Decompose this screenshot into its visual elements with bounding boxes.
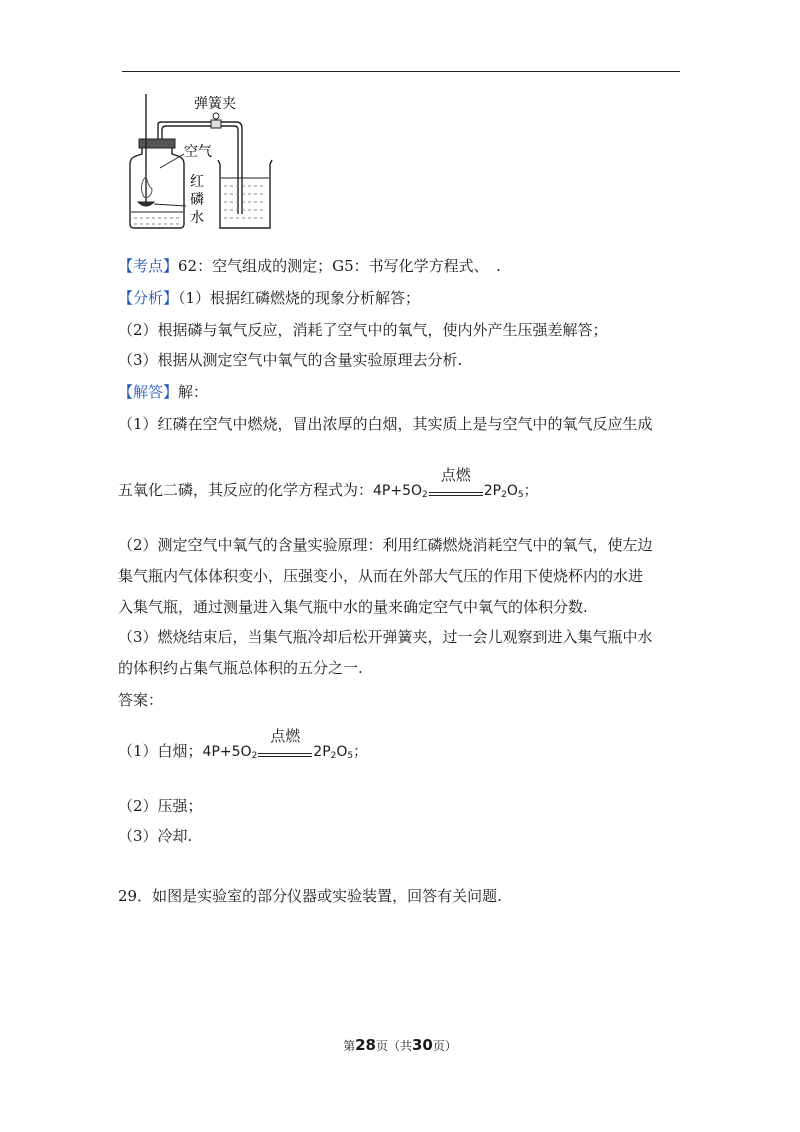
fenxi-line-1 <box>118 288 420 308</box>
kaodian-text: 62：空气组成的测定；G5：书写化学方程式、 . <box>178 257 501 275</box>
answer-reaction-condition: 点燃 <box>270 727 301 745</box>
ans-eq-lhs: 4P+5O <box>202 744 252 760</box>
jieda-p2-line-2: 集气瓶内气体体积变小，压强变小，从而在外部大气压的作用下使烧杯内的水进 <box>118 567 644 585</box>
ans-eq-rhs-1: 2P <box>313 744 331 760</box>
ans-eq-rhs-sub-2: 5 <box>347 751 354 761</box>
footer-total-pages: 30 <box>412 1036 433 1054</box>
answer-1 <box>118 727 368 766</box>
jieda-tag: 【解答】 <box>118 383 179 401</box>
apparatus-diagram <box>122 94 282 234</box>
jieda-p2-line-1: （2）测定空气中氧气的含量实验原理：利用红磷燃烧消耗空气中的氧气，使左边 <box>118 536 653 554</box>
jieda-p1-line-2 <box>118 466 538 505</box>
label-phosphorus-2: 磷 <box>190 192 204 208</box>
ans-eq-end: ； <box>353 744 368 760</box>
label-water: 水 <box>190 210 204 226</box>
fenxi-line-2: （2）根据磷与氧气反应，消耗了空气中的氧气，使内外产生压强差解答； <box>118 321 608 339</box>
kaodian-line <box>118 256 501 276</box>
answer-equation <box>202 727 368 766</box>
label-air: 空气 <box>184 144 212 160</box>
fenxi-tag: 【分析】 <box>118 289 179 307</box>
ans-eq-rhs-sub-1: 2 <box>330 751 337 761</box>
eq-end: ； <box>523 483 538 499</box>
chemical-equation <box>373 466 538 505</box>
jieda-intro: 解： <box>178 383 209 401</box>
fenxi-text-1: （1）根据红磷燃烧的现象分析解答； <box>178 289 421 307</box>
eq-lhs-sub: 2 <box>422 490 428 500</box>
footer-post: 页） <box>432 1039 457 1053</box>
jieda-p3-line-1: （3）燃烧结束后，当集气瓶冷却后松开弹簧夹，过一会儿观察到进入集气瓶中水 <box>118 628 653 646</box>
answer-reaction-arrow <box>258 727 312 757</box>
answer-2: （2）压强； <box>118 797 203 815</box>
fenxi-line-3: （3）根据从测定空气中氧气的含量实验原理去分析. <box>118 351 463 369</box>
answer-3: （3）冷却. <box>118 827 193 845</box>
jieda-p1-text: 五氧化二磷，其反应的化学方程式为： <box>118 481 374 499</box>
label-clip: 弹簧夹 <box>194 96 236 112</box>
label-phosphorus-1: 红 <box>190 174 204 190</box>
jieda-line <box>118 382 208 402</box>
ans-eq-rhs-2: O <box>336 744 348 760</box>
eq-rhs-sub-2: 5 <box>517 490 524 500</box>
jieda-p1-line-1: （1）红磷在空气中燃烧，冒出浓厚的白烟，其实质上是与空气中的氧气反应生成 <box>118 415 653 433</box>
answer-1-text: （1）白烟； <box>118 742 203 760</box>
reaction-arrow <box>429 466 483 496</box>
eq-rhs-sub-1: 2 <box>501 490 507 500</box>
footer-mid: 页（共 <box>375 1039 412 1053</box>
eq-lhs: 4P+5O <box>373 483 423 499</box>
eq-rhs-2: O <box>506 483 518 499</box>
kaodian-tag: 【考点】 <box>118 257 179 275</box>
ans-eq-lhs-sub: 2 <box>251 751 258 761</box>
top-rule <box>122 71 680 72</box>
footer-page-number: 28 <box>355 1036 376 1054</box>
answer-title: 答案： <box>118 691 164 709</box>
page-footer <box>0 1036 800 1054</box>
eq-rhs-1: 2P <box>483 483 502 499</box>
footer-pre: 第 <box>343 1039 356 1053</box>
reaction-condition: 点燃 <box>440 466 471 484</box>
jieda-p3-line-2: 的体积约占集气瓶总体积的五分之一. <box>118 659 363 677</box>
question-29: 29．如图是实验室的部分仪器或实验装置，回答有关问题. <box>118 887 502 905</box>
jieda-p2-line-3: 入集气瓶，通过测量进入集气瓶中水的量来确定空气中氧气的体积分数. <box>118 598 588 616</box>
